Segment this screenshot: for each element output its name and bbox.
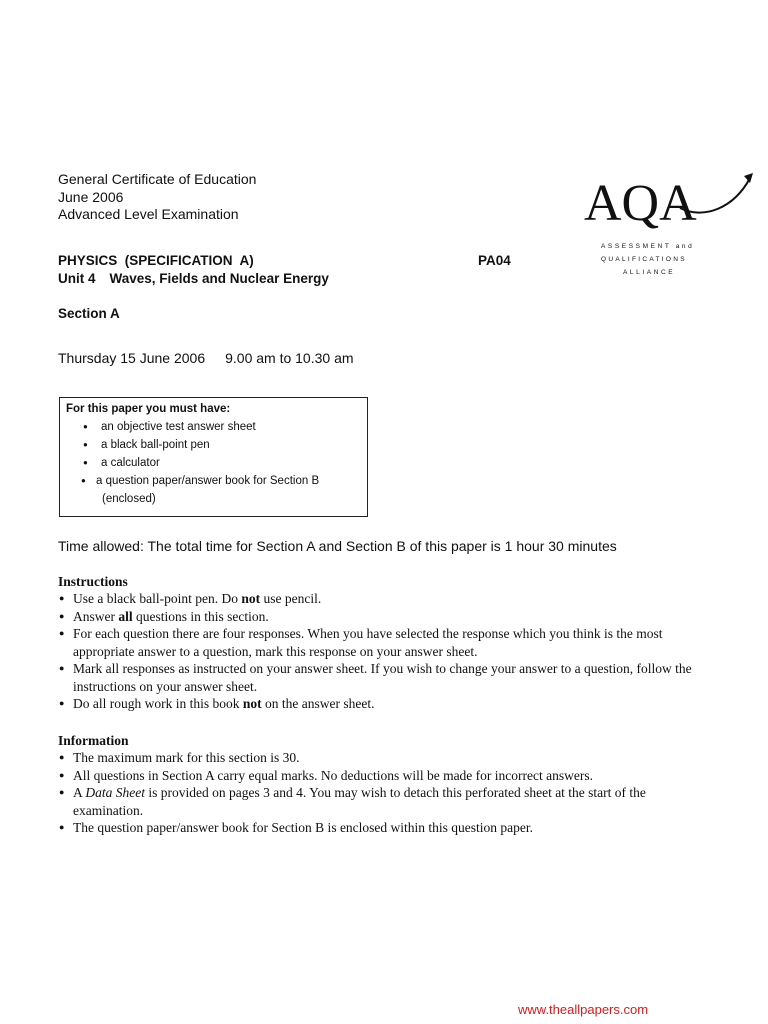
list-item: ● a calculator — [66, 454, 361, 472]
exam-date: Thursday 15 June 2006 — [58, 350, 206, 366]
unit-number: Unit 4 — [58, 271, 96, 286]
bullet-icon: ● — [59, 698, 65, 708]
list-item: ● A Data Sheet is provided on pages 3 and 4. You may wish to detach this perforated sheet at the start of the examination. — [59, 785, 646, 818]
website-link[interactable]: www.theallpapers.com — [518, 1002, 649, 1017]
list-item: ● All questions in Section A carry equal marks. No deductions will be made for incorrect answers. — [59, 767, 593, 783]
time-allowed: Time allowed: The total time for Section A and Section B of this paper is 1 hour 30 minutes — [58, 538, 617, 554]
exam-level: Advanced Level Examination — [58, 206, 239, 222]
logo-tagline-3: ALLIANCE — [623, 269, 676, 276]
list-item: ● a black ball-point pen — [66, 436, 361, 454]
bullet-icon: ● — [59, 769, 65, 780]
bullet-icon: ● — [59, 787, 65, 797]
information-section — [58, 733, 718, 837]
logo-letters: AQA — [584, 175, 697, 232]
materials-box — [59, 397, 368, 517]
bullet-icon: ● — [83, 458, 88, 467]
exam-session: June 2006 — [58, 188, 124, 205]
bullet-icon: ● — [59, 593, 65, 603]
qualification-name: General Certificate of Education — [58, 171, 257, 187]
aqa-logo — [584, 168, 754, 280]
exam-date-line — [58, 350, 354, 366]
section-title: Section A — [58, 306, 120, 321]
list-item: ● a question paper/answer book for Section B — [66, 472, 361, 490]
list-item: ● Use a black ball-point pen. Do not use pencil. — [59, 591, 322, 606]
exam-header — [58, 171, 256, 224]
information-heading: Information — [58, 733, 129, 748]
list-item: ● Answer all questions in this section. — [59, 608, 269, 624]
bullet-icon: ● — [59, 752, 65, 762]
list-item: ● an objective test answer sheet — [66, 418, 361, 436]
bullet-icon: ● — [81, 476, 86, 485]
logo-tagline-2: QUALIFICATIONS — [601, 256, 687, 263]
instructions-heading: Instructions — [58, 574, 128, 589]
list-item: ● The question paper/answer book for Section B is enclosed within this question paper. — [59, 820, 534, 835]
materials-heading: For this paper you must have: — [66, 403, 231, 415]
unit-title: Waves, Fields and Nuclear Energy — [109, 271, 329, 286]
paper-code: PA04 — [478, 253, 511, 268]
unit-line — [58, 271, 329, 286]
bullet-icon: ● — [59, 610, 65, 621]
list-item: ● Do all rough work in this book not on the answer sheet. — [59, 696, 375, 711]
logo-tagline-1: ASSESSMENT and — [601, 243, 695, 250]
bullet-icon: ● — [59, 628, 65, 638]
list-item: ● Mark all responses as instructed on your answer sheet. If you wish to change your answer to a question, follow the instructions on your answer sheet. — [59, 661, 692, 694]
instructions-section — [58, 574, 718, 713]
bullet-icon: ● — [59, 822, 65, 832]
bullet-icon: ● — [59, 663, 65, 673]
list-item-continuation: (enclosed) — [102, 493, 156, 505]
bullet-icon: ● — [83, 422, 88, 431]
bullet-icon: ● — [83, 440, 88, 449]
list-item: ● For each question there are four responses. When you have selected the response which you think is the most appropriate answer to a question, mark this response on your answer sheet. — [59, 626, 663, 659]
list-item: ● The maximum mark for this section is 30. — [59, 750, 300, 765]
subject-title: PHYSICS (SPECIFICATION A) — [58, 253, 254, 268]
exam-time: 9.00 am to 10.30 am — [225, 350, 354, 366]
